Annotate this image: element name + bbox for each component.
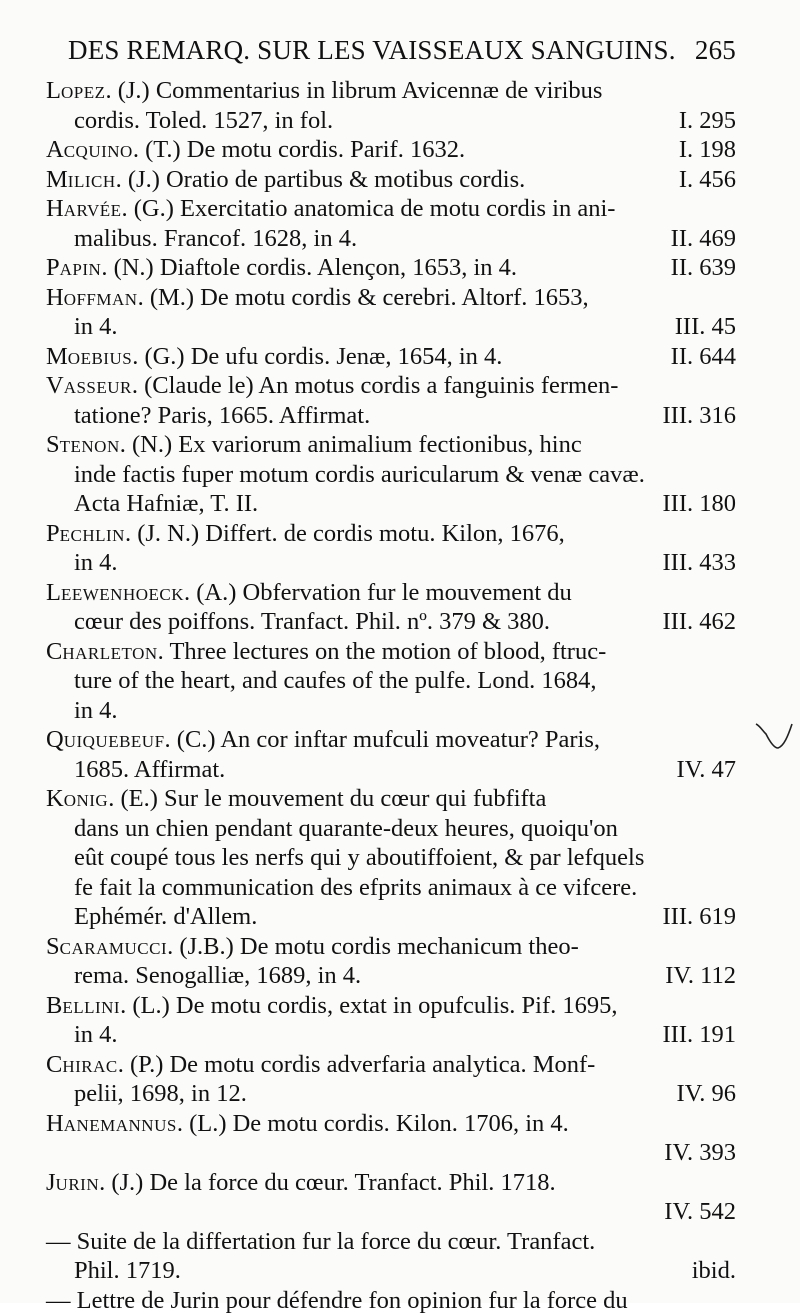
author-initial: V: [46, 372, 64, 399]
volume-page-reference: [724, 696, 736, 726]
author-initial: L: [46, 77, 61, 104]
volume-page-reference: I. 198: [667, 135, 736, 165]
line-text: [74, 489, 258, 519]
author-name: caramucci: [60, 933, 167, 960]
author-name: ellini: [62, 992, 120, 1019]
text-line: [46, 194, 736, 224]
entry-text: ture of the heart, and caufes of the pulfe. Lond. 1684,: [74, 667, 596, 694]
line-text: [46, 135, 465, 165]
author-name: onig: [64, 785, 109, 812]
text-line: [46, 106, 736, 136]
text-line: [46, 814, 736, 844]
entry-text: . (J.) De la force du cœur. Tranfact. Phil. 1718.: [99, 1169, 556, 1196]
text-line: [46, 342, 736, 372]
text-line: [46, 696, 736, 726]
text-line: [46, 637, 736, 667]
entry-text: . (L.) De motu cordis. Kilon. 1706, in 4.: [177, 1110, 569, 1137]
line-text: [74, 460, 645, 490]
text-line: [46, 312, 736, 342]
author-initial: P: [46, 254, 60, 281]
text-line: [46, 1227, 736, 1257]
text-line: [46, 607, 736, 637]
line-text: [46, 430, 582, 460]
author-initial: S: [46, 933, 60, 960]
text-line: [46, 961, 736, 991]
volume-page-reference: I. 456: [667, 165, 736, 195]
volume-page-reference: [724, 519, 736, 549]
volume-page-reference: [724, 637, 736, 667]
entry-text: Acta Hafniæ, T. II.: [74, 490, 258, 517]
line-text: [46, 194, 615, 224]
author-initial: H: [46, 284, 64, 311]
entry-text: eût coupé tous les nerfs qui y aboutiffoient, & par lefquels: [74, 844, 644, 871]
bibliography-list: [46, 76, 736, 1315]
entry-text: Ephémér. d'Allem.: [74, 903, 257, 930]
volume-page-reference: [724, 991, 736, 1021]
author-name: arvée: [64, 195, 122, 222]
text-line: [46, 932, 736, 962]
text-line: [46, 725, 736, 755]
text-line: [46, 666, 736, 696]
text-line: [46, 224, 736, 254]
text-line: [46, 253, 736, 283]
volume-page-reference: IV. 393: [652, 1138, 736, 1168]
author-name: offman: [64, 284, 138, 311]
text-line: [46, 784, 736, 814]
text-line: [46, 165, 736, 195]
volume-page-reference: [724, 283, 736, 313]
entry-text: pelii, 1698, in 12.: [74, 1080, 247, 1107]
line-text: [74, 1020, 118, 1050]
entry-text: . (J. N.) Differt. de cordis motu. Kilon, 1676,: [125, 520, 565, 547]
volume-page-reference: II. 644: [659, 342, 736, 372]
line-text: [74, 666, 596, 696]
author-initial: L: [46, 579, 61, 606]
text-line: [46, 578, 736, 608]
text-line: [46, 135, 736, 165]
line-text: [46, 578, 572, 608]
line-text: [74, 607, 550, 637]
text-line: [46, 843, 736, 873]
entry-text: . (Claude le) An motus cordis a fanguinis fermen-: [132, 372, 618, 399]
line-text: [74, 1079, 247, 1109]
entry-text: . (N.) Diaftole cordis. Alençon, 1653, in 4.: [101, 254, 517, 281]
line-text: [74, 548, 118, 578]
line-text: [74, 401, 370, 431]
entry-text: . (J.B.) De motu cordis mechanicum theo-: [167, 933, 579, 960]
entry-text: tatione? Paris, 1665. Affirmat.: [74, 402, 370, 429]
author-name: asseur: [64, 372, 132, 399]
running-header: [68, 30, 736, 70]
entry-text: in 4.: [74, 313, 118, 340]
line-text: [46, 371, 618, 401]
line-text: [74, 224, 357, 254]
volume-page-reference: ibid.: [680, 1256, 736, 1286]
entry-text: — Lettre de Jurin pour défendre fon opinion fur la force du: [46, 1287, 628, 1314]
text-line: [46, 1256, 736, 1286]
text-line: [46, 283, 736, 313]
line-text: [74, 873, 637, 903]
author-initial: M: [46, 343, 68, 370]
handwritten-margin-mark: [752, 712, 798, 758]
volume-page-reference: [724, 873, 736, 903]
volume-page-reference: [724, 1050, 736, 1080]
entry-text: fe fait la communication des efprits animaux à ce vifcere.: [74, 874, 637, 901]
entry-text: . (N.) Ex variorum animalium fectionibus, hinc: [120, 431, 582, 458]
line-text: [46, 784, 546, 814]
entry-text: 1685. Affirmat.: [74, 756, 225, 783]
author-name: opez: [61, 77, 106, 104]
entry-text: . (E.) Sur le mouvement du cœur qui fubfifta: [108, 785, 546, 812]
author-initial: H: [46, 195, 64, 222]
line-text: [74, 902, 257, 932]
author-name: ilich: [68, 166, 116, 193]
text-line: [46, 991, 736, 1021]
entry-text: . (J.) Oratio de partibus & motibus cordis.: [116, 166, 526, 193]
line-text: [74, 312, 118, 342]
text-line: [46, 460, 736, 490]
entry-text: . (A.) Obfervation fur le mouvement du: [184, 579, 572, 606]
entry-text: . (T.) De motu cordis. Parif. 1632.: [133, 136, 465, 163]
line-text: [74, 696, 118, 726]
text-line: [46, 371, 736, 401]
author-initial: K: [46, 785, 64, 812]
entry-text: . (P.) De motu cordis adverfaria analytica. Monf-: [118, 1051, 596, 1078]
author-name: oebius: [68, 343, 132, 370]
author-initial: H: [46, 1110, 64, 1137]
entry-text: in 4.: [74, 697, 118, 724]
author-initial: B: [46, 992, 62, 1019]
line-text: [46, 76, 602, 106]
line-text: [74, 814, 618, 844]
volume-page-reference: [724, 1109, 736, 1139]
volume-page-reference: IV. 112: [653, 961, 736, 991]
line-text: [46, 519, 565, 549]
text-line: [46, 873, 736, 903]
line-text: [74, 961, 361, 991]
volume-page-reference: [724, 843, 736, 873]
entry-text: cœur des poiffons. Tranfact. Phil. nº. 379 & 380.: [74, 608, 550, 635]
text-line: [46, 1168, 736, 1198]
author-name: echlin: [60, 520, 125, 547]
line-text: [46, 991, 618, 1021]
author-initial: M: [46, 166, 68, 193]
author-initial: C: [46, 1051, 62, 1078]
author-name: anemannus: [64, 1110, 177, 1137]
author-initial: S: [46, 431, 60, 458]
line-text: [46, 342, 502, 372]
volume-page-reference: II. 469: [659, 224, 736, 254]
entry-text: . (G.) De ufu cordis. Jenæ, 1654, in 4.: [132, 343, 502, 370]
entry-text: . (C.) An cor inftar mufculi moveatur? Paris,: [165, 726, 600, 753]
entry-text: — Suite de la differtation fur la force du cœur. Tranfact.: [46, 1228, 595, 1255]
volume-page-reference: [724, 1286, 736, 1315]
text-line: [46, 1020, 736, 1050]
entry-text: rema. Senogalliæ, 1689, in 4.: [74, 962, 361, 989]
text-line: [46, 548, 736, 578]
line-text: [46, 253, 517, 283]
entry-text: . Three lectures on the motion of blood, ftruc-: [158, 638, 607, 665]
volume-page-reference: III. 433: [651, 548, 736, 578]
author-name: cquino: [64, 136, 133, 163]
line-text: [46, 1109, 569, 1139]
volume-page-reference: III. 180: [651, 489, 736, 519]
volume-page-reference: [724, 666, 736, 696]
entry-text: . (M.) De motu cordis & cerebri. Altorf. 1653,: [138, 284, 589, 311]
volume-page-reference: III. 462: [651, 607, 736, 637]
line-text: [46, 1168, 556, 1198]
author-name: uiquebeuf: [64, 726, 165, 753]
line-text: [74, 843, 644, 873]
volume-page-reference: [724, 194, 736, 224]
text-line: [46, 1109, 736, 1139]
volume-page-reference: I. 295: [667, 106, 736, 136]
line-text: [46, 283, 589, 313]
volume-page-reference: [724, 1227, 736, 1257]
entry-text: dans un chien pendant quarante-deux heures, quoiqu'on: [74, 815, 618, 842]
line-text: [46, 1050, 595, 1080]
line-text: [46, 1227, 595, 1257]
running-title: DES REMARQ. SUR LES VAISSEAUX SANGUINS.: [68, 30, 676, 70]
author-initial: Q: [46, 726, 64, 753]
volume-page-reference: III. 45: [663, 312, 736, 342]
volume-page-reference: [724, 932, 736, 962]
text-line: [46, 1050, 736, 1080]
entry-text: Phil. 1719.: [74, 1257, 181, 1284]
volume-page-reference: IV. 47: [665, 755, 736, 785]
text-line: [46, 519, 736, 549]
text-line: [46, 489, 736, 519]
entry-text: . (G.) Exercitatio anatomica de motu cordis in ani-: [122, 195, 616, 222]
line-text: [46, 1286, 628, 1315]
volume-page-reference: III. 316: [651, 401, 736, 431]
entry-text: malibus. Francof. 1628, in 4.: [74, 225, 357, 252]
line-text: [46, 637, 606, 667]
text-line: [46, 1079, 736, 1109]
author-name: apin: [60, 254, 102, 281]
entry-text: in 4.: [74, 549, 118, 576]
text-line: [46, 755, 736, 785]
volume-page-reference: [724, 814, 736, 844]
volume-page-reference: III. 619: [651, 902, 736, 932]
volume-page-reference: [724, 784, 736, 814]
text-line: [46, 76, 736, 106]
volume-page-reference: [724, 578, 736, 608]
page-number: 265: [695, 30, 736, 70]
text-line: [46, 1197, 736, 1227]
author-name: eewenhoeck: [61, 579, 184, 606]
author-initial: J: [46, 1169, 56, 1196]
volume-page-reference: IV. 96: [665, 1079, 736, 1109]
entry-text: . (J.) Commentarius in librum Avicennæ de viribus: [105, 77, 602, 104]
line-text: [74, 106, 333, 136]
author-initial: A: [46, 136, 64, 163]
volume-page-reference: [724, 1168, 736, 1198]
text-line: [46, 902, 736, 932]
volume-page-reference: III. 191: [651, 1020, 736, 1050]
author-name: urin: [56, 1169, 100, 1196]
text-line: [46, 401, 736, 431]
volume-page-reference: IV. 542: [652, 1197, 736, 1227]
volume-page-reference: II. 639: [659, 253, 736, 283]
line-text: [46, 165, 525, 195]
author-name: harleton: [62, 638, 157, 665]
volume-page-reference: [724, 725, 736, 755]
author-name: hirac: [62, 1051, 117, 1078]
volume-page-reference: [724, 371, 736, 401]
line-text: [74, 1256, 181, 1286]
entry-text: inde factis fuper motum cordis auricularum & venæ cavæ.: [74, 461, 645, 488]
author-initial: P: [46, 520, 60, 547]
entry-text: in 4.: [74, 1021, 118, 1048]
line-text: [46, 725, 600, 755]
text-line: [46, 1138, 736, 1168]
volume-page-reference: [724, 76, 736, 106]
author-name: tenon: [60, 431, 120, 458]
volume-page-reference: [724, 430, 736, 460]
volume-page-reference: [724, 460, 736, 490]
text-line: [46, 430, 736, 460]
author-initial: C: [46, 638, 62, 665]
entry-text: cordis. Toled. 1527, in fol.: [74, 107, 333, 134]
entry-text: . (L.) De motu cordis, extat in opufculis. Pif. 1695,: [120, 992, 617, 1019]
text-line: [46, 1286, 736, 1315]
line-text: [74, 755, 225, 785]
line-text: [46, 932, 579, 962]
